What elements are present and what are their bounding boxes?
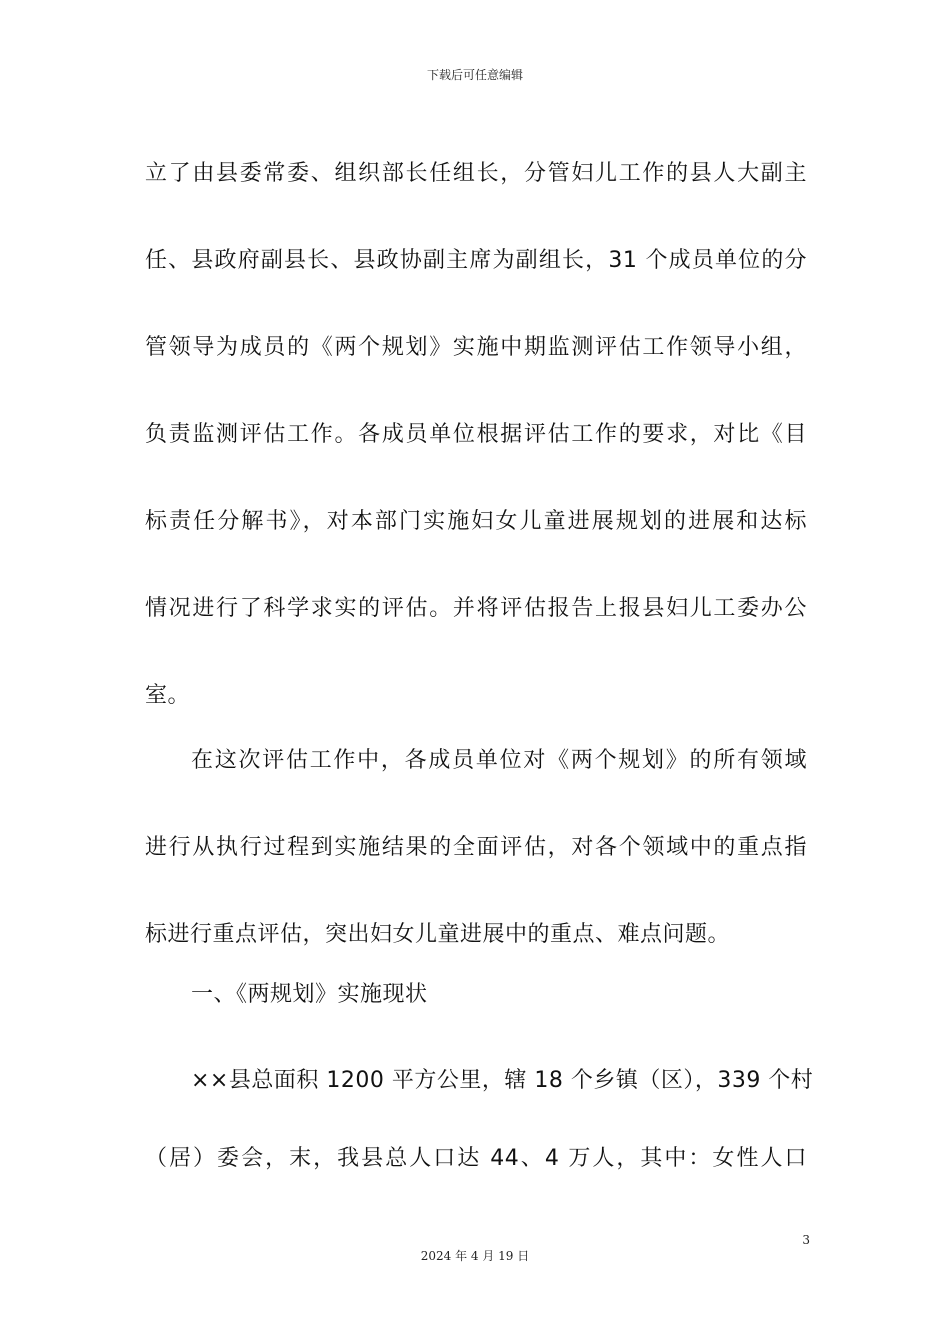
paragraph-3-line: （居）委会，末，我县总人口达 44、4 万人，其中：女性人口 bbox=[145, 1146, 807, 1171]
paragraph-2-line: 在这次评估工作中，各成员单位对《两个规划》的所有领域 bbox=[191, 748, 807, 773]
paragraph-1 bbox=[145, 130, 807, 739]
paragraph-2-line: 标进行重点评估，突出妇女儿童进展中的重点、难点问题。 bbox=[145, 922, 731, 947]
paragraph-2-line: 进行从执行过程到实施结果的全面评估，对各个领域中的重点指 bbox=[145, 835, 807, 860]
paragraph-3 bbox=[145, 1042, 814, 1198]
paragraph-1-line: 管领导为成员的《两个规划》实施中期监测评估工作领导小组， bbox=[145, 335, 807, 360]
page-header: 下载后可任意编辑 bbox=[426, 68, 523, 82]
paragraph-1-line: 标责任分解书》，对本部门实施妇女儿童进展规划的进展和达标 bbox=[145, 509, 807, 534]
paragraph-1-line: 任、县政府副县长、县政协副主席为副组长，31 个成员单位的分 bbox=[145, 248, 807, 273]
paragraph-1-line: 负责监测评估工作。各成员单位根据评估工作的要求，对比《目 bbox=[145, 422, 807, 447]
paragraph-3-line: ××县总面积 1200 平方公里，辖 18 个乡镇（区），339 个村 bbox=[191, 1068, 814, 1093]
paragraph-1-line: 室。 bbox=[145, 683, 191, 708]
paragraph-2 bbox=[145, 717, 807, 978]
paragraph-1-line: 情况进行了科学求实的评估。并将评估报告上报县妇儿工委办公 bbox=[145, 596, 807, 621]
paragraph-1-line: 立了由县委常委、组织部长任组长，分管妇儿工作的县人大副主 bbox=[145, 161, 807, 186]
page-footer-date: 2024 年 4 月 19 日 bbox=[420, 1249, 530, 1263]
section-heading: 一、《两规划》实施现状 bbox=[191, 982, 428, 1007]
page-number: 3 bbox=[802, 1233, 810, 1247]
